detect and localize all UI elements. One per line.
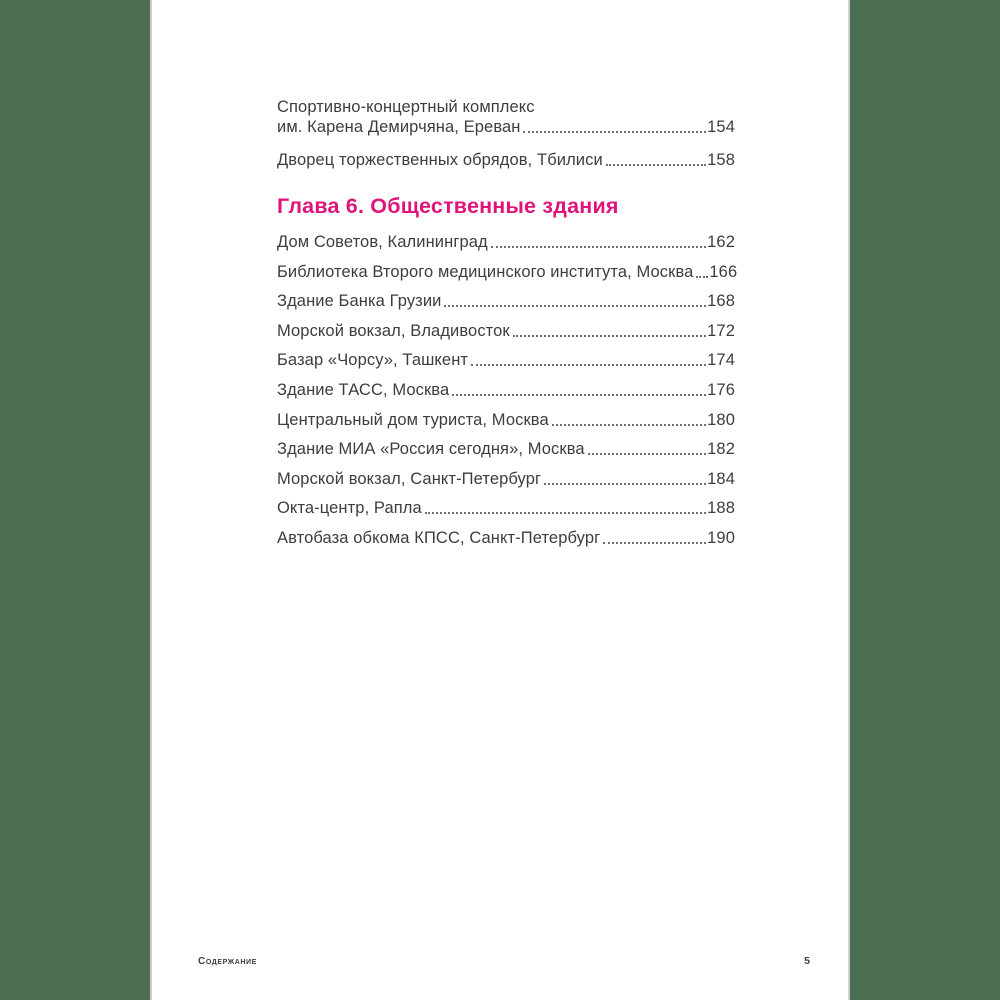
toc-entry-page: 166 — [709, 262, 738, 281]
toc-entry — [277, 469, 735, 489]
dot-leader — [544, 483, 706, 485]
chapter-heading: Глава 6. Общественные здания — [277, 194, 619, 218]
dot-leader — [552, 424, 706, 426]
toc-entry-title: Здание ТАСС, Москва — [277, 380, 450, 399]
toc-list — [277, 232, 738, 548]
book-page — [150, 0, 850, 1000]
toc-entry-page: 180 — [707, 410, 735, 429]
dot-leader — [513, 335, 706, 337]
toc-entry — [277, 528, 735, 548]
toc-entry-title: Морской вокзал, Санкт-Петербург — [277, 469, 542, 488]
toc-entry — [277, 350, 735, 370]
toc-entry-title: Базар «Чорсу», Ташкент — [277, 351, 469, 370]
toc-content — [152, 0, 848, 558]
toc-entry-page: 168 — [707, 292, 735, 311]
toc-entry-page: 158 — [707, 151, 735, 169]
toc-entry-title-line2: им. Карена Демирчяна, Ереван — [277, 118, 521, 136]
toc-entry-page: 176 — [707, 380, 735, 399]
toc-entry — [277, 262, 738, 282]
toc-entry-title: Окта-центр, Рапла — [277, 499, 422, 518]
toc-entry-title: Морской вокзал, Владивосток — [277, 321, 510, 340]
dot-leader — [696, 276, 708, 278]
toc-entry-page: 182 — [707, 440, 735, 459]
toc-entry-title: Здание МИА «Россия сегодня», Москва — [277, 440, 585, 459]
toc-entry-title: Дом Советов, Калининград — [277, 233, 488, 251]
dot-leader — [603, 542, 706, 544]
toc-entry-page: 162 — [707, 233, 735, 251]
toc-entry-title-line1: Спортивно-концертный комплекс — [277, 98, 535, 116]
toc-entry — [277, 410, 735, 430]
toc-entry-title: Библиотека Второго медицинского института, Москва — [277, 262, 694, 281]
dot-leader — [588, 453, 706, 455]
toc-entry — [277, 380, 735, 400]
toc-entry-title: Центральный дом туриста, Москва — [277, 410, 549, 429]
toc-entry-page: 188 — [707, 499, 735, 518]
toc-entry-title: Дворец торжественных обрядов, Тбилиси — [277, 151, 603, 169]
dot-leader — [425, 512, 706, 514]
toc-entry-page: 184 — [707, 469, 735, 488]
footer-section-label: Содержание — [198, 956, 257, 967]
dot-leader — [444, 305, 706, 307]
toc-entry-page: 174 — [707, 351, 735, 370]
dot-leader — [491, 246, 706, 248]
toc-entry-page: 172 — [707, 321, 735, 340]
toc-entry-page: 190 — [707, 528, 735, 547]
toc-entry — [277, 97, 735, 137]
toc-entry — [277, 439, 735, 459]
toc-entry — [277, 150, 735, 170]
dot-leader — [523, 131, 706, 133]
dot-leader — [606, 164, 706, 166]
dot-leader — [452, 394, 706, 396]
dot-leader — [471, 364, 706, 366]
toc-entry-title: Здание Банка Грузии — [277, 292, 442, 311]
toc-entry — [277, 291, 735, 311]
toc-entry — [277, 232, 735, 252]
toc-entry-page: 154 — [707, 118, 735, 136]
toc-entry-title: Автобаза обкома КПСС, Санкт-Петербург — [277, 528, 601, 547]
toc-entry — [277, 498, 735, 518]
footer-page-number: 5 — [804, 955, 810, 967]
toc-entry — [277, 321, 735, 341]
